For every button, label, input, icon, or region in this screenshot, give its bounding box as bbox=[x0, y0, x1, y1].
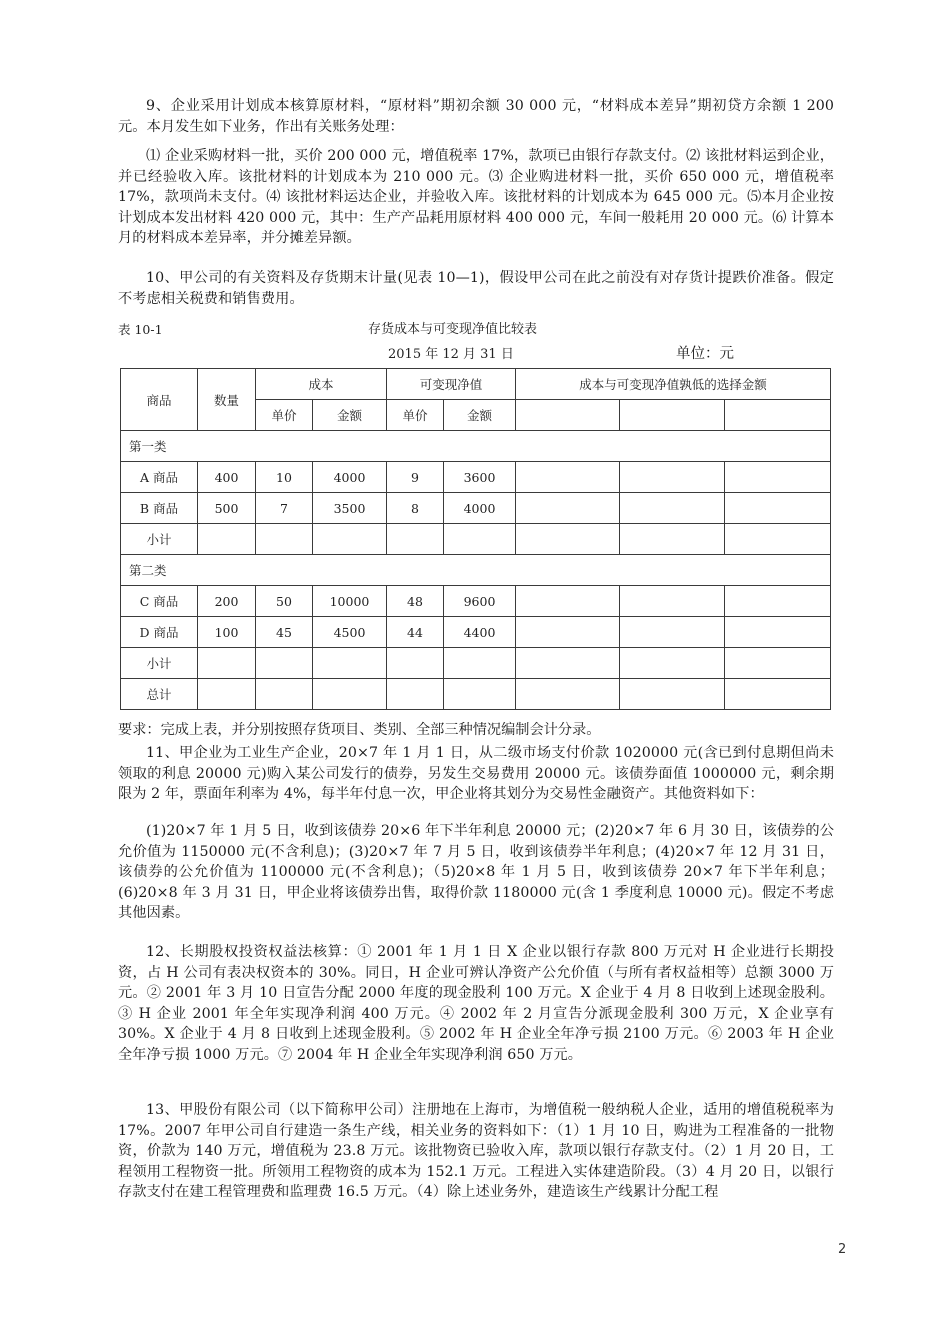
cost-amount: 4000 bbox=[313, 462, 387, 493]
header-product: 商品 bbox=[121, 369, 198, 431]
q10-intro-text: 10、甲公司的有关资料及存货期末计量(见表 10—1)，假设甲公司在此之前没有对存货计提跌价准备。假定不考虑相关税费和销售费用。 bbox=[118, 270, 834, 307]
blank-cell[interactable] bbox=[387, 648, 444, 679]
quantity: 400 bbox=[198, 462, 256, 493]
blank-cell[interactable] bbox=[620, 679, 725, 710]
table-row-subtotal bbox=[121, 648, 831, 679]
category-label: 第一类 bbox=[121, 431, 831, 462]
blank-cell[interactable] bbox=[725, 586, 831, 617]
subtotal-label: 小计 bbox=[121, 524, 198, 555]
nrv-unit-price: 9 bbox=[387, 462, 444, 493]
q13-text: 13、甲股份有限公司（以下简称甲公司）注册地在上海市，为增值税一般纳税人企业，适用的增值税税率为 17%。2007 年甲公司自行建造一条生产线，相关业务的资料如下：（1）1 月 10 日，购进为工程准备的一批物资，价款为 140 万元，增值税为 23.8 万元。该批物资已验收入库，款项以银行存款支付。（2）1 月 20 日，工程领用工程物资一批。所领用工程物资的成本为 152.1 万元。工程进入实体建造阶段。（3）4 月 20 日，以银行存款支付在建工程管理费和监理费 16.5 万元。（4）除上述业务外，建造该生产线累计分配工程 bbox=[118, 1102, 834, 1200]
blank-cell[interactable] bbox=[620, 524, 725, 555]
nrv-amount: 4000 bbox=[444, 493, 516, 524]
quantity: 500 bbox=[198, 493, 256, 524]
blank-cell[interactable] bbox=[725, 524, 831, 555]
blank-cell[interactable] bbox=[516, 462, 620, 493]
cost-amount: 10000 bbox=[313, 586, 387, 617]
quantity: 100 bbox=[198, 617, 256, 648]
q12-text: 12、长期股权投资权益法核算：① 2001 年 1 月 1 日 X 企业以银行存款 800 万元对 H 企业进行长期投资，占 H 公司有表决权资本的 30%。同日，H 企业可辨认净资产公允价值（与所有者权益相等）总额 3000 万元。② 2001 年 3 月 10 日宣告分配 2000 年度的现金股利 100 万元。X 企业于 4 月 8 日收到上述现金股利。③ H 企业 2001 年全年实现净利润 400 万元。④ 2002 年 2 月宣告分派现金股利 300 万元，X 企业享有 30%。X 企业于 4 月 8 日收到上述现金股利。⑤ 2002 年 H 企业全年净亏损 2100 万元。⑥ 2003 年 H 企业全年净亏损 1000 万元。⑦ 2004 年 H 企业全年实现净利润 650 万元。 bbox=[118, 944, 834, 1063]
product-name: B 商品 bbox=[121, 493, 198, 524]
table-row-subtotal bbox=[121, 524, 831, 555]
blank-cell[interactable] bbox=[620, 586, 725, 617]
q9-items-text: ⑴ 企业采购材料一批，买价 200 000 元，增值税率 17%，款项已由银行存款支付。⑵ 该批材料运到企业，并已经验收入库。该批材料的计划成本为 210 000 元。⑶ 企业购进材料一批，买价 650 000 元，增值税率 17%，款项尚未支付。⑷ 该批材料运达企业，并验收入库。该批材料的计划成本为 645 000 元。⑸本月企业按计划成本发出材料 420 000 元，其中：生产产品耗用原材料 400 000 元，车间一般耗用 20 000 元。⑹ 计算本月的材料成本差异率，并分摊差异额。 bbox=[118, 148, 834, 246]
category-label: 第二类 bbox=[121, 555, 831, 586]
blank-cell[interactable] bbox=[313, 679, 387, 710]
blank-cell[interactable] bbox=[516, 648, 620, 679]
quantity: 200 bbox=[198, 586, 256, 617]
cost-unit-price: 7 bbox=[256, 493, 313, 524]
blank-cell[interactable] bbox=[444, 648, 516, 679]
blank-cell[interactable] bbox=[620, 400, 725, 431]
blank-cell[interactable] bbox=[387, 679, 444, 710]
question-12 bbox=[118, 942, 834, 1065]
blank-cell[interactable] bbox=[620, 493, 725, 524]
question-11-intro bbox=[118, 743, 834, 805]
blank-cell[interactable] bbox=[516, 524, 620, 555]
header-quantity: 数量 bbox=[198, 369, 256, 431]
header-cost: 成本 bbox=[256, 369, 387, 400]
blank-cell[interactable] bbox=[725, 462, 831, 493]
product-name: A 商品 bbox=[121, 462, 198, 493]
blank-cell[interactable] bbox=[725, 679, 831, 710]
subtotal-label: 小计 bbox=[121, 648, 198, 679]
header-nrv: 可变现净值 bbox=[387, 369, 516, 400]
blank-cell[interactable] bbox=[256, 648, 313, 679]
total-label: 总计 bbox=[121, 679, 198, 710]
header-lower-of: 成本与可变现净值孰低的选择金额 bbox=[516, 369, 831, 400]
table-row bbox=[121, 586, 831, 617]
q11-intro-text: 11、甲企业为工业生产企业，20×7 年 1 月 1 日，从二级市场支付价款 1020000 元(含已到付息期但尚未领取的利息 20000 元)购入某公司发行的债券，另发生交易费用 20000 元。该债券面值 1000000 元，剩余期限为 2 年，票面年利率为 4%，每半年付息一次，甲企业将其划分为交易性金融资产。其他资料如下： bbox=[118, 745, 834, 802]
blank-cell[interactable] bbox=[516, 493, 620, 524]
product-name: C 商品 bbox=[121, 586, 198, 617]
blank-cell[interactable] bbox=[725, 617, 831, 648]
blank-cell[interactable] bbox=[198, 679, 256, 710]
table-row bbox=[121, 617, 831, 648]
question-11-items bbox=[118, 821, 834, 924]
blank-cell[interactable] bbox=[516, 586, 620, 617]
blank-cell[interactable] bbox=[516, 617, 620, 648]
cost-amount: 3500 bbox=[313, 493, 387, 524]
blank-cell[interactable] bbox=[313, 648, 387, 679]
question-9-items bbox=[118, 146, 834, 249]
header-nrv-amount: 金额 bbox=[444, 400, 516, 431]
blank-cell[interactable] bbox=[198, 648, 256, 679]
blank-cell[interactable] bbox=[313, 524, 387, 555]
header-cost-unit-price: 单价 bbox=[256, 400, 313, 431]
blank-cell[interactable] bbox=[516, 400, 620, 431]
blank-cell[interactable] bbox=[256, 679, 313, 710]
blank-cell[interactable] bbox=[725, 400, 831, 431]
blank-cell[interactable] bbox=[444, 524, 516, 555]
table-unit: 单位：元 bbox=[676, 346, 734, 362]
blank-cell[interactable] bbox=[516, 679, 620, 710]
header-nrv-unit-price: 单价 bbox=[387, 400, 444, 431]
table-row bbox=[121, 493, 831, 524]
nrv-unit-price: 48 bbox=[387, 586, 444, 617]
table-date: 2015 年 12 月 31 日 bbox=[388, 347, 514, 362]
cost-unit-price: 50 bbox=[256, 586, 313, 617]
nrv-unit-price: 44 bbox=[387, 617, 444, 648]
question-9-intro bbox=[118, 96, 834, 137]
table-row bbox=[121, 462, 831, 493]
page-number: 2 bbox=[838, 1242, 847, 1257]
nrv-amount: 9600 bbox=[444, 586, 516, 617]
nrv-amount: 4400 bbox=[444, 617, 516, 648]
question-10-intro bbox=[118, 268, 834, 309]
table-label: 表 10-1 bbox=[118, 322, 163, 337]
product-name: D 商品 bbox=[121, 617, 198, 648]
q9-intro-text: 9、企业采用计划成本核算原材料，“原材料”期初余额 30 000 元，“材料成本差异”期初贷方余额 1 200 元。本月发生如下业务，作出有关账务处理： bbox=[118, 98, 834, 135]
blank-cell[interactable] bbox=[620, 462, 725, 493]
blank-cell[interactable] bbox=[620, 617, 725, 648]
blank-cell[interactable] bbox=[387, 524, 444, 555]
cost-unit-price: 10 bbox=[256, 462, 313, 493]
header-cost-amount: 金额 bbox=[313, 400, 387, 431]
q10-requirement: 要求：完成上表，并分别按照存货项目、类别、全部三种情况编制会计分录。 bbox=[118, 722, 601, 738]
inventory-comparison-table bbox=[120, 368, 831, 710]
blank-cell[interactable] bbox=[725, 648, 831, 679]
question-13 bbox=[118, 1100, 834, 1203]
table-header-row-1 bbox=[121, 369, 831, 400]
cost-amount: 4500 bbox=[313, 617, 387, 648]
table-row-category bbox=[121, 431, 831, 462]
table-row-category bbox=[121, 555, 831, 586]
blank-cell[interactable] bbox=[620, 648, 725, 679]
cost-unit-price: 45 bbox=[256, 617, 313, 648]
blank-cell[interactable] bbox=[256, 524, 313, 555]
nrv-unit-price: 8 bbox=[387, 493, 444, 524]
blank-cell[interactable] bbox=[444, 679, 516, 710]
table-title: 存货成本与可变现净值比较表 bbox=[368, 322, 538, 337]
blank-cell[interactable] bbox=[725, 493, 831, 524]
table-row-total bbox=[121, 679, 831, 710]
blank-cell[interactable] bbox=[198, 524, 256, 555]
nrv-amount: 3600 bbox=[444, 462, 516, 493]
q11-items-text: (1)20×7 年 1 月 5 日，收到该债券 20×6 年下半年利息 20000 元；(2)20×7 年 6 月 30 日，该债券的公允价值为 1150000 元(不含利息)；(3)20×7 年 7 月 5 日，收到该债券半年利息；(4)20×7 年 12 月 31 日，该债券的公允价值为 1100000 元(不含利息)；（5)20×8 年 1 月 5 日，收到该债券 20×7 年下半年利息；(6)20×8 年 3 月 31 日，甲企业将该债券出售，取得价款 1180000 元(含 1 季度利息 10000 元)。假定不考虑其他因素。 bbox=[118, 823, 834, 921]
